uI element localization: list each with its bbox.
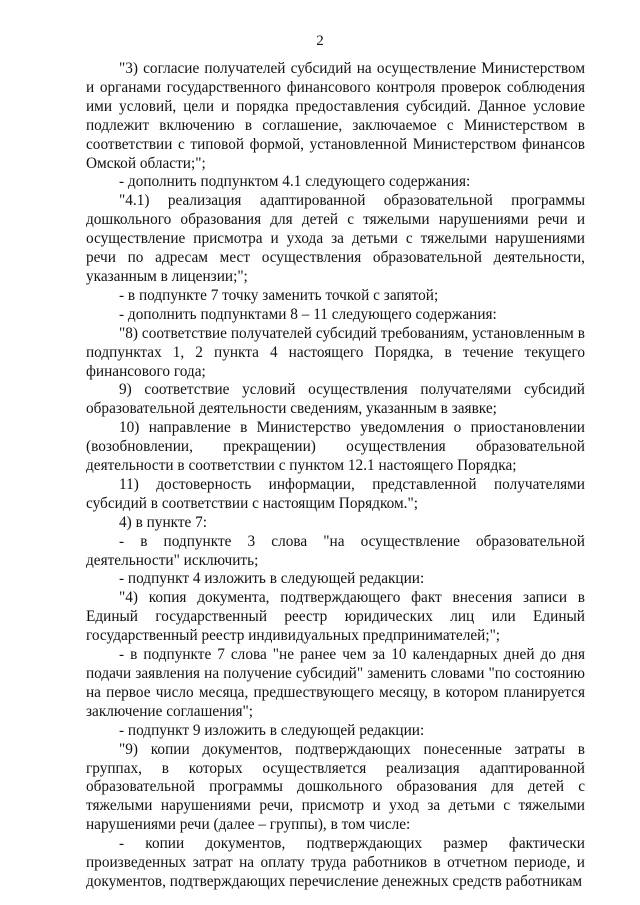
paragraph-subclause-11: 11) достоверность информации, представленной получателями субсидий в соответствии с настоящим Порядком."; <box>86 475 585 512</box>
document-body <box>86 60 585 892</box>
paragraph-subclause-7-punctuation: - в подпункте 7 точку заменить точкой с запятой; <box>119 286 439 304</box>
paragraph-subclause-9: 9) соответствие условий осуществления получателями субсидий образовательной деятельности сведениям, указанным в заявке; <box>86 381 585 418</box>
paragraph-subclause-9-text: "9) копии документов, подтверждающих понесенные затраты в группах, в которых осуществляется реализация адаптированной образовательной программы дошкольного образования для детей с тяжелыми нарушениями речи, присмотр и уход за детьми с тяжелыми нарушениями речи (далее – группы), в том числе: <box>86 740 585 834</box>
paragraph-subclause-7-words: - в подпункте 7 слова "не ранее чем за 10 календарных дней до дня подачи заявления на получение субсидий" заменить словами "по состоянию на первое число месяца, предшествующего месяцу, в котором планируется заключение соглашения"; <box>86 646 585 720</box>
paragraph-add-subclause-4-1: - дополнить подпунктом 4.1 следующего содержания: <box>119 173 471 191</box>
paragraph-document-copies: - копии документов, подтверждающих размер фактически произведенных затрат на оплату труда работников в отчетном периоде, и документов, подтверждающих перечисление денежных средств работникам <box>86 835 585 890</box>
page-number: 2 <box>316 33 324 49</box>
paragraph-subclause-4-new-edition: - подпункт 4 изложить в следующей редакции: <box>119 570 425 588</box>
paragraph-add-subclauses-8-11: - дополнить подпунктами 8 – 11 следующего содержания: <box>119 305 497 323</box>
paragraph-subclause-9-new-edition: - подпункт 9 изложить в следующей редакции: <box>119 721 425 739</box>
paragraph-subsidy-consent: "3) согласие получателей субсидий на осуществление Министерством и органами государственного финансового контроля проверок соблюдения ими условий, цели и порядка предоставления субсидий. Данное условие подлежит включению в соглашение, заключаемое с Министерством в соответствии с типовой формой, установленной Министерством финансов Омской области;"; <box>86 60 585 172</box>
paragraph-subclause-8: "8) соответствие получателей субсидий требованиям, установленным в подпунктах 1, 2 пункта 4 настоящего Порядка, в течение текущего финансового года; <box>86 324 585 380</box>
paragraph-subclause-4-1: "4.1) реализация адаптированной образовательной программы дошкольного образования для детей с тяжелыми нарушениями речи и осуществление присмотра и ухода за детьми с тяжелыми нарушениями речи по адресам мест осуществления образовательной деятельности, указанным в лицензии;"; <box>86 192 585 285</box>
paragraph-subclause-4-text: "4) копия документа, подтверждающего факт внесения записи в Единый государственный реестр юридических лиц или Единый государственный реестр индивидуальных предпринимателей;"; <box>86 589 585 645</box>
paragraph-subclause-3-words: - в подпункте 3 слова "на осуществление образовательной деятельности" исключить; <box>86 532 585 569</box>
paragraph-item-4-clause-7: 4) в пункте 7: <box>119 513 208 531</box>
paragraph-subclause-10: 10) направление в Министерство уведомления о приостановлении (возобновлении, прекращении) осуществления образовательной деятельности в соответствии с пунктом 12.1 настоящего Порядка; <box>86 419 585 475</box>
